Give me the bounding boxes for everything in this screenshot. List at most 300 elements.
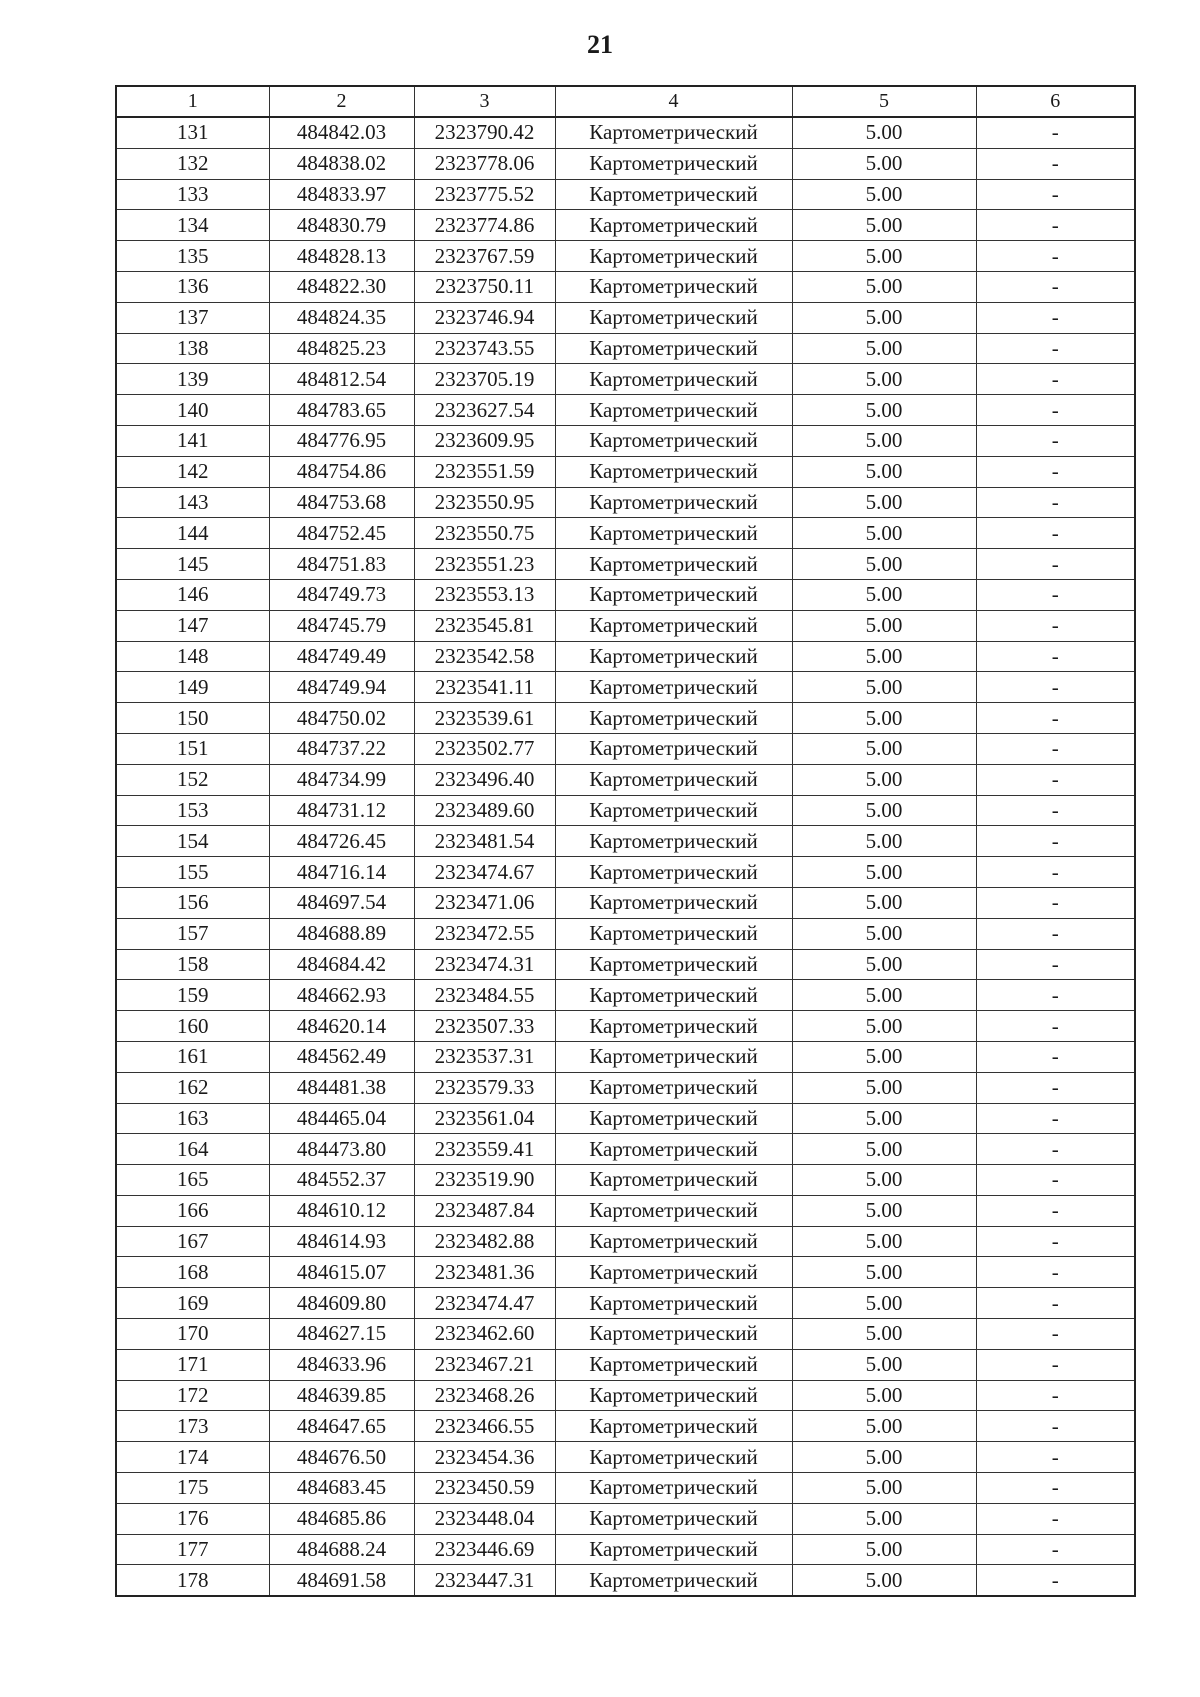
table-cell: 5.00 (792, 271, 976, 302)
table-cell: 484833.97 (269, 179, 414, 210)
table-row (116, 1534, 1135, 1565)
table-cell: - (976, 1411, 1135, 1442)
table-cell: 5.00 (792, 549, 976, 580)
table-cell: - (976, 549, 1135, 580)
table-cell: 5.00 (792, 1195, 976, 1226)
table-cell: Картометрический (555, 1226, 792, 1257)
table-cell: 5.00 (792, 518, 976, 549)
table-cell: 2323609.95 (414, 425, 555, 456)
table-cell: - (976, 641, 1135, 672)
table-cell: Картометрический (555, 1534, 792, 1565)
table-cell: - (976, 949, 1135, 980)
table-cell: Картометрический (555, 672, 792, 703)
table-cell: 484620.14 (269, 1011, 414, 1042)
table-cell: 163 (116, 1103, 269, 1134)
table-cell: - (976, 117, 1135, 148)
table-cell: 166 (116, 1195, 269, 1226)
table-cell: 5.00 (792, 1257, 976, 1288)
table-cell: 2323519.90 (414, 1165, 555, 1196)
table-cell: Картометрический (555, 887, 792, 918)
table-cell: Картометрический (555, 487, 792, 518)
table-cell: Картометрический (555, 271, 792, 302)
table-cell: 2323545.81 (414, 610, 555, 641)
table-cell: - (976, 210, 1135, 241)
table-cell: Картометрический (555, 980, 792, 1011)
table-row (116, 1257, 1135, 1288)
table-cell: - (976, 271, 1135, 302)
table-cell: 5.00 (792, 425, 976, 456)
table-cell: 2323448.04 (414, 1503, 555, 1534)
table-cell: 484751.83 (269, 549, 414, 580)
table-cell: - (976, 518, 1135, 549)
table-cell: 173 (116, 1411, 269, 1442)
table-row (116, 271, 1135, 302)
table-row (116, 1349, 1135, 1380)
table-cell: Картометрический (555, 641, 792, 672)
table-cell: 5.00 (792, 1319, 976, 1350)
table-cell: - (976, 1565, 1135, 1596)
table-cell: 484615.07 (269, 1257, 414, 1288)
table-cell: 135 (116, 241, 269, 272)
table-cell: 2323553.13 (414, 579, 555, 610)
table-cell: - (976, 302, 1135, 333)
table-cell: - (976, 364, 1135, 395)
table-row (116, 641, 1135, 672)
table-cell: 484838.02 (269, 148, 414, 179)
table-row (116, 672, 1135, 703)
table-cell: 140 (116, 395, 269, 426)
table-cell: Картометрический (555, 795, 792, 826)
table-cell: Картометрический (555, 918, 792, 949)
table-cell: 5.00 (792, 117, 976, 148)
table-cell: 2323507.33 (414, 1011, 555, 1042)
table-cell: Картометрический (555, 1257, 792, 1288)
table-cell: 2323559.41 (414, 1134, 555, 1165)
table-row (116, 980, 1135, 1011)
table-cell: 164 (116, 1134, 269, 1165)
table-cell: Картометрический (555, 610, 792, 641)
column-header: 3 (414, 86, 555, 117)
table-row (116, 425, 1135, 456)
table-row (116, 1041, 1135, 1072)
table-cell: Картометрический (555, 733, 792, 764)
table-cell: - (976, 395, 1135, 426)
table-cell: 2323750.11 (414, 271, 555, 302)
table-cell: 5.00 (792, 1041, 976, 1072)
table-cell: 484737.22 (269, 733, 414, 764)
table-row (116, 764, 1135, 795)
table-cell: 5.00 (792, 364, 976, 395)
table-cell: 5.00 (792, 980, 976, 1011)
table-row (116, 518, 1135, 549)
table-cell: 484776.95 (269, 425, 414, 456)
table-cell: 484610.12 (269, 1195, 414, 1226)
table-cell: - (976, 733, 1135, 764)
table-cell: 2323550.75 (414, 518, 555, 549)
table-cell: 2323446.69 (414, 1534, 555, 1565)
column-header: 4 (555, 86, 792, 117)
table-cell: Картометрический (555, 703, 792, 734)
table-cell: - (976, 1041, 1135, 1072)
table-cell: 5.00 (792, 672, 976, 703)
table-cell: 5.00 (792, 949, 976, 980)
table-cell: 168 (116, 1257, 269, 1288)
table-cell: 484731.12 (269, 795, 414, 826)
table-cell: 2323467.21 (414, 1349, 555, 1380)
column-header: 2 (269, 86, 414, 117)
table-cell: Картометрический (555, 456, 792, 487)
table-cell: Картометрический (555, 1288, 792, 1319)
table-cell: 137 (116, 302, 269, 333)
table-cell: Картометрический (555, 764, 792, 795)
table-cell: 172 (116, 1380, 269, 1411)
table-cell: - (976, 241, 1135, 272)
table-cell: 2323447.31 (414, 1565, 555, 1596)
table-cell: 5.00 (792, 302, 976, 333)
table-cell: 5.00 (792, 579, 976, 610)
table-row (116, 1442, 1135, 1473)
table-cell: Картометрический (555, 333, 792, 364)
table-cell: 484726.45 (269, 826, 414, 857)
table-body (116, 117, 1135, 1596)
table-cell: 5.00 (792, 1288, 976, 1319)
table-cell: - (976, 1165, 1135, 1196)
table-cell: Картометрический (555, 857, 792, 888)
table-cell: 484822.30 (269, 271, 414, 302)
table-row (116, 887, 1135, 918)
table-cell: 484697.54 (269, 887, 414, 918)
table-cell: 2323705.19 (414, 364, 555, 395)
table-cell: 484824.35 (269, 302, 414, 333)
table-cell: Картометрический (555, 826, 792, 857)
table-cell: Картометрический (555, 1442, 792, 1473)
table-cell: 142 (116, 456, 269, 487)
table-cell: 2323450.59 (414, 1473, 555, 1504)
table-cell: 484685.86 (269, 1503, 414, 1534)
table-cell: Картометрический (555, 949, 792, 980)
table-cell: Картометрический (555, 425, 792, 456)
table-cell: 5.00 (792, 179, 976, 210)
table-cell: Картометрический (555, 179, 792, 210)
table-cell: - (976, 1011, 1135, 1042)
table-cell: 484633.96 (269, 1349, 414, 1380)
table-cell: Картометрический (555, 1072, 792, 1103)
table-cell: 159 (116, 980, 269, 1011)
table-cell: 5.00 (792, 764, 976, 795)
table-cell: 2323472.55 (414, 918, 555, 949)
table-row (116, 795, 1135, 826)
table-row (116, 1503, 1135, 1534)
table-cell: 484825.23 (269, 333, 414, 364)
table-cell: 2323627.54 (414, 395, 555, 426)
table-cell: 154 (116, 826, 269, 857)
table-cell: 148 (116, 641, 269, 672)
table-cell: 2323496.40 (414, 764, 555, 795)
table-cell: 178 (116, 1565, 269, 1596)
table-cell: 484614.93 (269, 1226, 414, 1257)
table-cell: 2323778.06 (414, 148, 555, 179)
table-cell: 5.00 (792, 1534, 976, 1565)
table-cell: 153 (116, 795, 269, 826)
table-cell: Картометрический (555, 1134, 792, 1165)
table-cell: Картометрический (555, 1011, 792, 1042)
table-cell: - (976, 1503, 1135, 1534)
table-cell: Картометрический (555, 302, 792, 333)
table-cell: 162 (116, 1072, 269, 1103)
table-cell: 5.00 (792, 395, 976, 426)
table-row (116, 179, 1135, 210)
table-cell: 2323541.11 (414, 672, 555, 703)
table-cell: 5.00 (792, 1072, 976, 1103)
table-cell: 2323746.94 (414, 302, 555, 333)
table-cell: 2323551.59 (414, 456, 555, 487)
table-cell: 2323579.33 (414, 1072, 555, 1103)
table-cell: 5.00 (792, 1226, 976, 1257)
table-cell: - (976, 1257, 1135, 1288)
table-cell: 2323539.61 (414, 703, 555, 734)
table-cell: 484684.42 (269, 949, 414, 980)
table-row (116, 703, 1135, 734)
table-cell: 161 (116, 1041, 269, 1072)
table-cell: 5.00 (792, 241, 976, 272)
table-row (116, 487, 1135, 518)
table-row (116, 1473, 1135, 1504)
table-cell: 2323551.23 (414, 549, 555, 580)
table-cell: 2323561.04 (414, 1103, 555, 1134)
table-cell: 484828.13 (269, 241, 414, 272)
table-cell: 2323481.36 (414, 1257, 555, 1288)
table-cell: 484473.80 (269, 1134, 414, 1165)
table-cell: Картометрический (555, 1473, 792, 1504)
table-cell: - (976, 918, 1135, 949)
table-row (116, 1103, 1135, 1134)
table-row (116, 610, 1135, 641)
table-cell: 5.00 (792, 641, 976, 672)
table-cell: Картометрический (555, 241, 792, 272)
table-cell: 2323767.59 (414, 241, 555, 272)
table-cell: 484639.85 (269, 1380, 414, 1411)
table-cell: 2323474.31 (414, 949, 555, 980)
table-cell: - (976, 826, 1135, 857)
table-cell: 2323474.67 (414, 857, 555, 888)
table-cell: 2323542.58 (414, 641, 555, 672)
column-header: 1 (116, 86, 269, 117)
table-cell: 484750.02 (269, 703, 414, 734)
table-cell: - (976, 764, 1135, 795)
column-header: 6 (976, 86, 1135, 117)
table-row (116, 364, 1135, 395)
table-cell: 2323482.88 (414, 1226, 555, 1257)
table-cell: Картометрический (555, 1411, 792, 1442)
table-cell: 175 (116, 1473, 269, 1504)
table-cell: 484481.38 (269, 1072, 414, 1103)
table-cell: Картометрический (555, 210, 792, 241)
table-cell: 138 (116, 333, 269, 364)
table-row (116, 549, 1135, 580)
table-cell: 484842.03 (269, 117, 414, 148)
table-cell: 144 (116, 518, 269, 549)
table-cell: 5.00 (792, 918, 976, 949)
table-row (116, 1226, 1135, 1257)
table-cell: 484749.94 (269, 672, 414, 703)
table-cell: 484716.14 (269, 857, 414, 888)
table-cell: 177 (116, 1534, 269, 1565)
table-cell: - (976, 333, 1135, 364)
table-cell: 5.00 (792, 1473, 976, 1504)
table-cell: Картометрический (555, 395, 792, 426)
table-cell: 5.00 (792, 733, 976, 764)
table-cell: 484627.15 (269, 1319, 414, 1350)
table-cell: 2323537.31 (414, 1041, 555, 1072)
table-row (116, 1319, 1135, 1350)
page-number: 21 (587, 30, 613, 59)
table-cell: 484552.37 (269, 1165, 414, 1196)
table-cell: - (976, 487, 1135, 518)
table-cell: Картометрический (555, 1349, 792, 1380)
table-cell: Картометрический (555, 549, 792, 580)
table-cell: 176 (116, 1503, 269, 1534)
table-cell: 484609.80 (269, 1288, 414, 1319)
table-cell: 484783.65 (269, 395, 414, 426)
table-cell: - (976, 1349, 1135, 1380)
table-cell: - (976, 703, 1135, 734)
table-cell: - (976, 1319, 1135, 1350)
table-cell: - (976, 610, 1135, 641)
table-cell: - (976, 857, 1135, 888)
table-cell: 143 (116, 487, 269, 518)
table-cell: 5.00 (792, 1134, 976, 1165)
table-cell: 484691.58 (269, 1565, 414, 1596)
table-cell: - (976, 1226, 1135, 1257)
table-cell: 2323743.55 (414, 333, 555, 364)
table-cell: 2323481.54 (414, 826, 555, 857)
table-row (116, 333, 1135, 364)
table-cell: 5.00 (792, 1103, 976, 1134)
table-row (116, 1165, 1135, 1196)
table-row (116, 1011, 1135, 1042)
table-cell: Картометрический (555, 1319, 792, 1350)
table-cell: 146 (116, 579, 269, 610)
table-cell: 157 (116, 918, 269, 949)
table-cell: 160 (116, 1011, 269, 1042)
table-cell: 484749.49 (269, 641, 414, 672)
table-cell: Картометрический (555, 1503, 792, 1534)
table-cell: Картометрический (555, 1165, 792, 1196)
table-cell: 484734.99 (269, 764, 414, 795)
table-cell: - (976, 672, 1135, 703)
table-cell: 2323468.26 (414, 1380, 555, 1411)
table-header-row (116, 86, 1135, 117)
table-cell: 5.00 (792, 1380, 976, 1411)
table-cell: 139 (116, 364, 269, 395)
table-cell: 169 (116, 1288, 269, 1319)
table-row (116, 148, 1135, 179)
table-cell: 147 (116, 610, 269, 641)
table-cell: 484465.04 (269, 1103, 414, 1134)
table-cell: Картометрический (555, 579, 792, 610)
table-row (116, 302, 1135, 333)
table-cell: 2323775.52 (414, 179, 555, 210)
table-cell: - (976, 179, 1135, 210)
table-cell: Картометрический (555, 1565, 792, 1596)
table-cell: Картометрический (555, 1195, 792, 1226)
table-row (116, 456, 1135, 487)
table-row (116, 733, 1135, 764)
table-row (116, 1380, 1135, 1411)
table-cell: 149 (116, 672, 269, 703)
table-row (116, 1072, 1135, 1103)
table-row (116, 826, 1135, 857)
table-cell: - (976, 1288, 1135, 1319)
table-cell: 5.00 (792, 148, 976, 179)
table-cell: 167 (116, 1226, 269, 1257)
table-cell: 5.00 (792, 487, 976, 518)
table-cell: 484647.65 (269, 1411, 414, 1442)
table-cell: 484830.79 (269, 210, 414, 241)
table-cell: - (976, 1072, 1135, 1103)
table-cell: 145 (116, 549, 269, 580)
table-cell: 2323454.36 (414, 1442, 555, 1473)
table-cell: 484752.45 (269, 518, 414, 549)
table-cell: - (976, 1134, 1135, 1165)
table-row (116, 857, 1135, 888)
table-cell: Картометрический (555, 1041, 792, 1072)
table-cell: 5.00 (792, 1349, 976, 1380)
table-cell: 2323474.47 (414, 1288, 555, 1319)
table-cell: 5.00 (792, 456, 976, 487)
table-cell: 484662.93 (269, 980, 414, 1011)
table-row (116, 395, 1135, 426)
table-cell: 5.00 (792, 703, 976, 734)
table-cell: 484688.89 (269, 918, 414, 949)
table-cell: 165 (116, 1165, 269, 1196)
table-cell: Картометрический (555, 364, 792, 395)
table-cell: 2323550.95 (414, 487, 555, 518)
table-cell: 133 (116, 179, 269, 210)
table-cell: 484745.79 (269, 610, 414, 641)
table-cell: 2323462.60 (414, 1319, 555, 1350)
table-cell: 2323790.42 (414, 117, 555, 148)
table-cell: - (976, 456, 1135, 487)
table-cell: Картометрический (555, 1380, 792, 1411)
table-row (116, 1411, 1135, 1442)
table-cell: 5.00 (792, 1565, 976, 1596)
table-cell: 484688.24 (269, 1534, 414, 1565)
table-cell: 5.00 (792, 887, 976, 918)
table-row (116, 1134, 1135, 1165)
table-cell: 2323774.86 (414, 210, 555, 241)
table-cell: - (976, 795, 1135, 826)
table-cell: Картометрический (555, 148, 792, 179)
table-cell: 2323466.55 (414, 1411, 555, 1442)
table-cell: 484754.86 (269, 456, 414, 487)
table-cell: 484562.49 (269, 1041, 414, 1072)
table-cell: - (976, 425, 1135, 456)
table-cell: - (976, 1195, 1135, 1226)
table-cell: 171 (116, 1349, 269, 1380)
table-cell: 484812.54 (269, 364, 414, 395)
table-cell: 484676.50 (269, 1442, 414, 1473)
table-cell: 141 (116, 425, 269, 456)
table-cell: 5.00 (792, 1011, 976, 1042)
table-cell: 5.00 (792, 210, 976, 241)
table-row (116, 949, 1135, 980)
table-cell: Картометрический (555, 1103, 792, 1134)
table-cell: Картометрический (555, 117, 792, 148)
table-cell: 170 (116, 1319, 269, 1350)
table-cell: 155 (116, 857, 269, 888)
table-cell: 2323502.77 (414, 733, 555, 764)
